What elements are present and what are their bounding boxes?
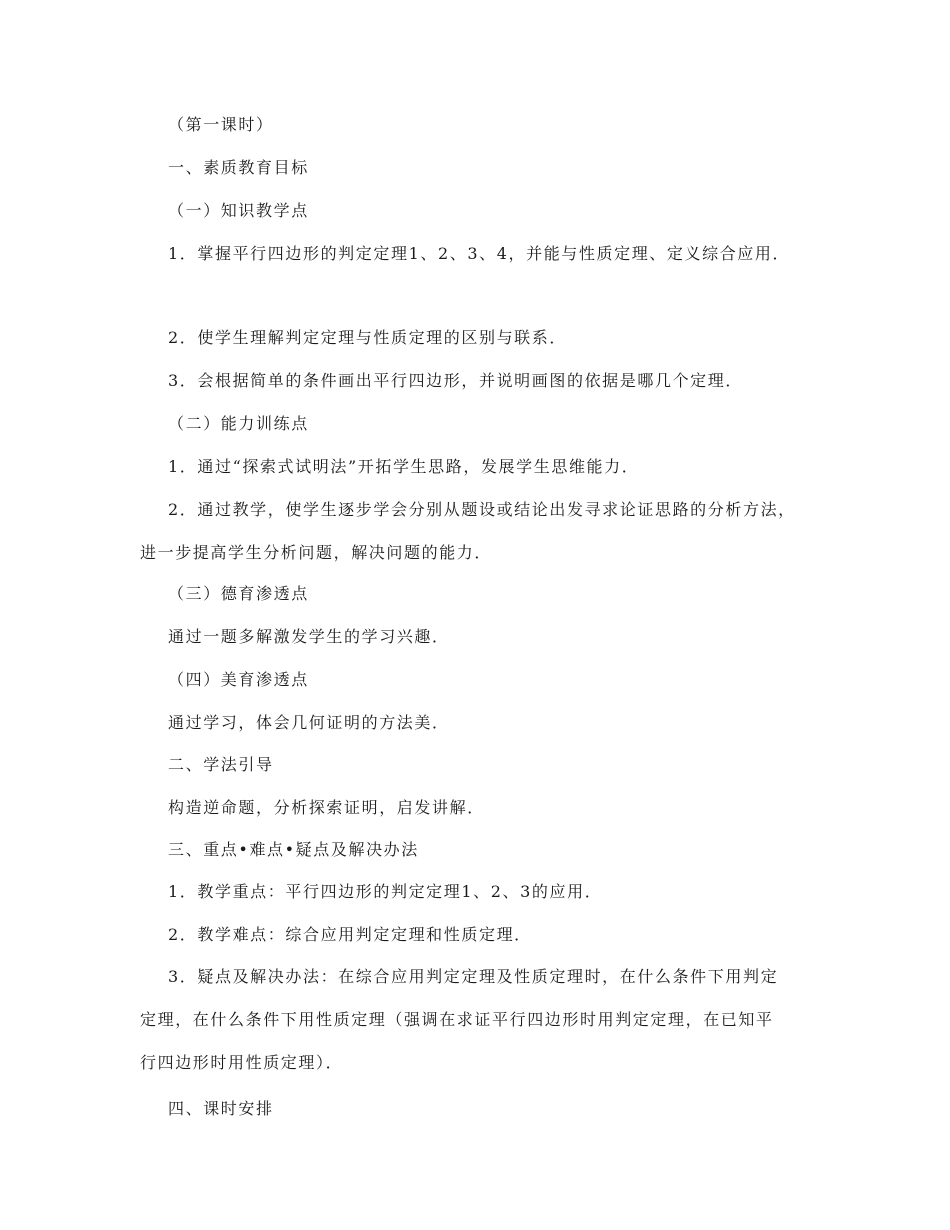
section-heading-schedule: 四、课时安排: [168, 1099, 274, 1118]
ability-item-2-continued: 进一步提高学生分析问题，解决问题的能力．: [140, 543, 493, 562]
key-point-item-3: 3．疑点及解决办法：在综合应用判定定理及性质定理时，在什么条件下用判定: [168, 967, 779, 986]
section-heading-key-points: 三、重点•难点•疑点及解决办法: [168, 840, 419, 859]
subsection-heading-moral: （三）德育渗透点: [168, 584, 309, 603]
knowledge-item-2: 2．使学生理解判定定理与性质定理的区别与联系．: [168, 328, 567, 347]
subsection-heading-aesthetic: （四）美育渗透点: [168, 670, 309, 689]
aesthetic-item: 通过学习，体会几何证明的方法美．: [168, 713, 450, 732]
subsection-heading-knowledge: （一）知识教学点: [168, 201, 309, 220]
section-heading-goals: 一、素质教育目标: [168, 158, 309, 177]
knowledge-item-3: 3．会根据简单的条件画出平行四边形，并说明画图的依据是哪几个定理．: [168, 371, 743, 390]
study-method-item: 构造逆命题，分析探索证明，启发讲解．: [168, 798, 485, 817]
knowledge-item-1: 1．掌握平行四边形的判定定理1、2、3、4，并能与性质定理、定义综合应用．: [168, 244, 791, 263]
moral-item: 通过一题多解激发学生的学习兴趣．: [168, 627, 450, 646]
ability-item-1: 1．通过“探索式试明法”开拓学生思路，发展学生思维能力．: [168, 457, 640, 476]
ability-item-2: 2．通过教学，使学生逐步学会分别从题设或结论出发寻求论证思路的分析方法，: [168, 500, 796, 519]
key-point-item-2: 2．教学难点：综合应用判定定理和性质定理．: [168, 925, 532, 944]
key-point-item-3-continued-2: 行四边形时用性质定理）．: [140, 1053, 344, 1072]
section-heading-study-method: 二、学法引导: [168, 755, 274, 774]
subsection-heading-ability: （二）能力训练点: [168, 414, 309, 433]
key-point-item-3-continued-1: 定理，在什么条件下用性质定理（强调在求证平行四边形时用判定定理，在已知平: [140, 1010, 774, 1029]
key-point-item-1: 1．教学重点：平行四边形的判定定理1、2、3的应用．: [168, 882, 603, 901]
lesson-period-heading: （第一课时）: [168, 115, 274, 134]
